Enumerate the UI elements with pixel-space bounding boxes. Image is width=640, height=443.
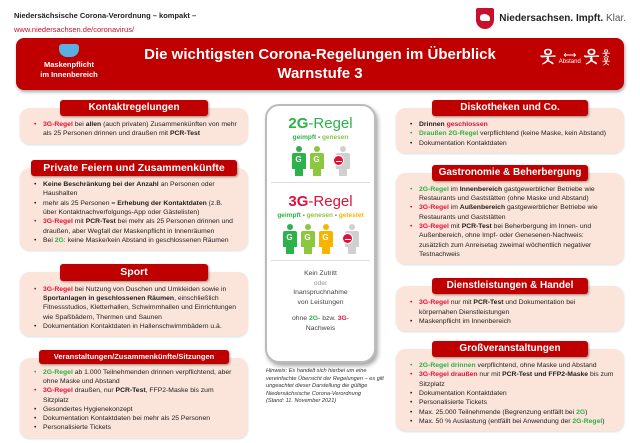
text-run: 2G xyxy=(576,408,586,416)
text-run: PCR-Test und FFP2-Maske xyxy=(502,371,589,379)
text-run: gastgewerblicher Betriebe wie Restaurants und Gaststätten (ohne Maske und Abstand) xyxy=(419,185,595,203)
text-run: ab 1.000 Teilnehmenden drinnen verpflichtend, aber ohne Maske und Abstand xyxy=(43,368,232,385)
text-run: Drinnen xyxy=(419,121,447,128)
without-2g: 2G xyxy=(308,315,319,322)
text-run: Sportanlagen in geschlossenen Räumen xyxy=(43,294,175,302)
warning-level: Warnstufe 3 xyxy=(277,65,363,82)
separator: - xyxy=(300,212,307,219)
no-entry-line1: Kein Zutritt xyxy=(304,270,337,277)
text-run: 3G-Regel xyxy=(43,285,73,293)
vaccinated-person-icon: G xyxy=(283,224,297,254)
text-run: draußen, nur xyxy=(72,387,116,395)
distance-pictogram xyxy=(540,50,610,66)
section-heading: Diskotheken und Co. xyxy=(432,100,588,116)
persons-icon: 웃 웃 xyxy=(602,49,610,66)
page-title-line1: Die wichtigsten Corona-Regelungen im Überblick xyxy=(144,46,496,63)
status-date: (Stand: 11. November 2021) xyxy=(266,398,337,405)
list-item xyxy=(34,236,238,245)
text-run: PCR-Test xyxy=(473,299,504,307)
list-item xyxy=(34,217,238,236)
list-item xyxy=(34,285,238,322)
list-item xyxy=(34,199,238,218)
section-veranstaltungen-zusammenkünfte-sitzungen xyxy=(20,350,248,438)
text-run: gastgewerblicher Betriebe wie Restaurants und Gaststätten xyxy=(419,204,598,221)
person-icon: 웃 xyxy=(540,49,556,66)
text-run: 3G-Regel xyxy=(43,218,73,226)
divider xyxy=(271,260,370,261)
rule-3g-suffix: -Regel xyxy=(308,193,353,210)
text-run: : keine Maske/kein Abstand in geschlossenen Räumen xyxy=(63,236,229,244)
list-item xyxy=(410,361,614,370)
text-run: (auch privaten) Zusammenkünften von mehr als 25 Personen drinnen und draußen mit xyxy=(43,121,237,138)
divider xyxy=(271,182,370,183)
text-run: Dokumentation Kontaktdaten xyxy=(419,139,507,147)
text-run: mehr als 25 Personen = xyxy=(43,199,118,207)
rule-2g-suffix: -Regel xyxy=(308,115,353,132)
mask-label-line2: im Innenbereich xyxy=(40,70,98,79)
text-run: Personalisierte Tickets xyxy=(419,399,487,407)
rule-3g-number: 3G xyxy=(288,193,309,210)
no-entry-text xyxy=(267,269,374,333)
text-run: Bei xyxy=(43,236,55,244)
section-heading: Dienstleistungen & Handel xyxy=(432,278,588,294)
list-item xyxy=(410,317,614,326)
text-run: ) xyxy=(585,408,588,416)
denied-person-icon xyxy=(336,146,350,176)
text-run: mit xyxy=(72,218,86,226)
coronavirus-link[interactable]: www.niedersachsen.de/coronavirus/ xyxy=(14,25,135,34)
mask-label-line1: Maskenpflicht xyxy=(43,60,94,69)
section-heading: Private Feiern und Zusammenkünfte xyxy=(31,160,237,177)
people-3g-icons xyxy=(267,224,374,254)
list-item xyxy=(410,139,614,148)
text-run: geschlossen xyxy=(446,121,488,128)
label-recovered: genesen xyxy=(321,134,349,141)
separator: - xyxy=(332,212,339,219)
text-run: im xyxy=(448,204,460,212)
text-run: Dokumentation Kontaktdaten in Hallenschwimmbädern u.ä. xyxy=(43,322,222,330)
text-run: Max. 50 % Auslastung (entfällt bei Anwendung der xyxy=(419,417,573,425)
brand-klar: Klar. xyxy=(605,13,626,24)
bullet-list xyxy=(34,120,238,139)
text-run: PCR-Test xyxy=(169,130,201,138)
text-run: 3G-Regel xyxy=(419,204,449,212)
section-großveranstaltungen xyxy=(396,341,624,431)
section-body xyxy=(20,272,248,336)
disclaimer-note xyxy=(266,368,384,406)
bullet-list xyxy=(410,185,614,259)
label-vaccinated: geimpft xyxy=(277,212,301,219)
bullet-list xyxy=(410,361,614,426)
list-item xyxy=(34,180,238,199)
recovered-person-icon: G xyxy=(301,224,315,254)
section-heading: Sport xyxy=(60,264,208,281)
section-body xyxy=(396,349,624,431)
list-item xyxy=(410,389,614,398)
text-run: PCR-Test xyxy=(461,223,492,231)
text-run: verpflichtend, ohne Maske und Abstand xyxy=(475,362,597,370)
text-run: Innenbereich xyxy=(459,185,503,193)
bullet-list xyxy=(34,368,238,433)
no-entry-icon xyxy=(333,155,344,166)
page-title xyxy=(16,45,624,83)
list-item xyxy=(410,417,614,426)
tested-person-icon: G xyxy=(319,224,333,254)
lower-saxony-crest-icon xyxy=(476,8,494,29)
list-item xyxy=(34,405,238,414)
without-prefix: ohne xyxy=(291,315,309,322)
rules-card xyxy=(265,104,376,363)
without-3g: 3G xyxy=(337,315,347,322)
text-run: bis zum Sitzplatz xyxy=(419,371,614,388)
label-tested: getestet xyxy=(338,212,364,219)
text-run: 2G-Regel xyxy=(419,185,449,193)
list-item xyxy=(410,298,614,317)
brand-logo xyxy=(476,8,626,29)
section-heading: Großveranstaltungen xyxy=(432,341,588,357)
text-run: , FFP2-Maske bis zum Sitzplatz xyxy=(43,387,214,404)
person-icon: 웃 xyxy=(583,49,600,66)
left-column xyxy=(20,100,248,438)
text-run: 3G-Regel draußen xyxy=(419,371,478,379)
text-run: bei Nutzung von Duschen und Umkleiden sowie in xyxy=(72,285,227,293)
disclaimer-text: Hinweis: Es handelt sich hierbei um eine vereinfachte Übersicht der Regelungen – es gilt ungeachtet dieser Darstellung die gültige Niedersächsische Corona-Verordnung xyxy=(266,368,384,397)
text-run: PCR-Test xyxy=(85,218,116,226)
list-item xyxy=(34,322,238,331)
rule-3g xyxy=(267,193,374,254)
section-sport xyxy=(20,264,248,336)
bullet-list xyxy=(410,120,614,148)
section-diskotheken-und-co xyxy=(396,100,624,153)
list-item xyxy=(410,203,614,222)
section-body xyxy=(20,358,248,438)
rule-2g xyxy=(267,115,374,176)
section-body xyxy=(20,168,248,251)
brand-slogan xyxy=(499,13,626,24)
text-run: nur mit xyxy=(448,299,474,307)
bullet-list xyxy=(34,285,238,331)
brand-name: Niedersachsen. xyxy=(499,13,574,24)
text-run: und Dokumentation bei körpernahen Dienstleistungen xyxy=(419,299,576,316)
text-run: bei xyxy=(72,121,86,128)
separator: - xyxy=(316,134,322,141)
text-run: Keine Beschränkung bei der Anzahl xyxy=(43,181,159,189)
text-run: ) xyxy=(602,417,605,425)
text-run: Dokumentation Kontaktdaten bei mehr als 25 Personen xyxy=(43,415,211,423)
text-run: Personalisierte Tickets xyxy=(43,424,111,432)
list-item xyxy=(410,408,614,417)
text-run: Maskenpflicht im Innenbereich xyxy=(419,317,511,325)
text-run: , einschließlich Fitnessstudios, Kletterhallen, Schwimmhallen und Einrichtungen wie Spaßbädern, Thermen und Saunen xyxy=(43,294,237,321)
text-run: Gesondertes Hygienekonzept xyxy=(43,405,133,413)
text-run: Dokumentation Kontaktdaten xyxy=(419,390,507,398)
text-run: bei Beherbergung im Innen- und Außenbereich, ohne Impf- oder Genesenen-Nachweis: zusätzlich zum Anreisetag zweimal wöchentlich negativer Testnachweis xyxy=(419,223,592,258)
text-run: 3G-Regel xyxy=(43,387,73,395)
text-run: Max. 25.000 Teilnehmende (Begrenzung entfällt bei xyxy=(419,408,577,416)
label-vaccinated: geimpft xyxy=(292,134,317,141)
no-entry-line4: von Leistungen xyxy=(297,298,344,306)
list-item xyxy=(410,398,614,407)
text-run: Außenbereich xyxy=(459,204,506,212)
text-run: Erhebung der Kontaktdaten xyxy=(117,199,207,207)
list-item xyxy=(34,368,238,387)
text-run: 3G-Regel xyxy=(419,299,449,307)
text-run: 2G xyxy=(54,236,64,244)
list-item xyxy=(34,414,238,423)
brand-impft: Impft. xyxy=(575,13,604,24)
list-item xyxy=(410,185,614,204)
title-banner xyxy=(16,38,624,90)
list-item xyxy=(410,370,614,389)
text-run: nur mit xyxy=(477,371,503,379)
vaccinated-person-icon: G xyxy=(292,146,306,176)
without-proof-line xyxy=(267,314,374,324)
list-item xyxy=(410,120,614,129)
right-column xyxy=(396,100,624,431)
people-2g-icons xyxy=(267,146,374,176)
text-run: 2G-Regel xyxy=(572,417,603,425)
text-run: PCR-Test xyxy=(115,387,146,395)
text-run: Draußen 2G-Regel xyxy=(419,130,479,138)
text-run: verpflichtend (keine Maske, kein Abstand) xyxy=(478,130,606,138)
text-run: (z.B. über Kontaktnachverfolgungs-App oder Gästelisten) xyxy=(43,199,223,216)
section-heading: Veranstaltungen/Zusammenkünfte/Sitzungen xyxy=(39,350,229,364)
text-run: bei mehr als 25 Personen drinnen und draußen, aber Wegfall der Maskenpflicht in Innenräumen xyxy=(43,218,233,235)
denied-person-icon xyxy=(345,224,359,254)
list-item xyxy=(410,222,614,259)
list-item xyxy=(34,423,238,432)
without-mid: - bzw. xyxy=(318,315,338,322)
list-item xyxy=(410,129,614,138)
without-suffix: - xyxy=(346,315,350,322)
double-arrow-icon: ⟷ Abstand xyxy=(558,50,581,65)
text-run: mit xyxy=(448,223,462,231)
section-gastronomie-beherbergung xyxy=(396,165,624,264)
bullet-list xyxy=(34,180,238,245)
section-body xyxy=(396,173,624,264)
section-dienstleistungen-handel xyxy=(396,278,624,331)
rule-2g-number: 2G xyxy=(288,115,309,132)
document-title: Niedersächsische Corona-Verordnung – kompakt – xyxy=(14,11,197,20)
list-item xyxy=(34,386,238,405)
section-private-feiern-und-zusammenkünfte xyxy=(20,160,248,251)
no-entry-line3: Inanspruchnahme xyxy=(293,289,348,296)
section-heading: Gastronomie & Beherbergung xyxy=(432,165,588,181)
text-run: an Personen oder Haushalten xyxy=(43,181,215,198)
text-run: 2G-Regel drinnen xyxy=(419,362,476,370)
no-entry-line2: oder xyxy=(313,279,328,287)
text-run: 2G-Regel xyxy=(43,368,73,376)
label-recovered: genesen xyxy=(306,212,333,219)
list-item xyxy=(34,120,238,139)
no-entry-icon xyxy=(342,233,353,244)
text-run: 3G-Regel xyxy=(43,121,73,128)
section-kontaktregelungen xyxy=(20,100,248,144)
text-run: im xyxy=(448,185,460,193)
recovered-person-icon: G xyxy=(310,146,324,176)
text-run: 3G-Regel xyxy=(419,223,449,231)
section-heading: Kontaktregelungen xyxy=(60,100,208,116)
bullet-list xyxy=(410,298,614,326)
without-proof-line2: Nachweis xyxy=(305,324,336,332)
text-run: allen xyxy=(85,121,102,128)
distance-label: Abstand xyxy=(558,59,581,65)
